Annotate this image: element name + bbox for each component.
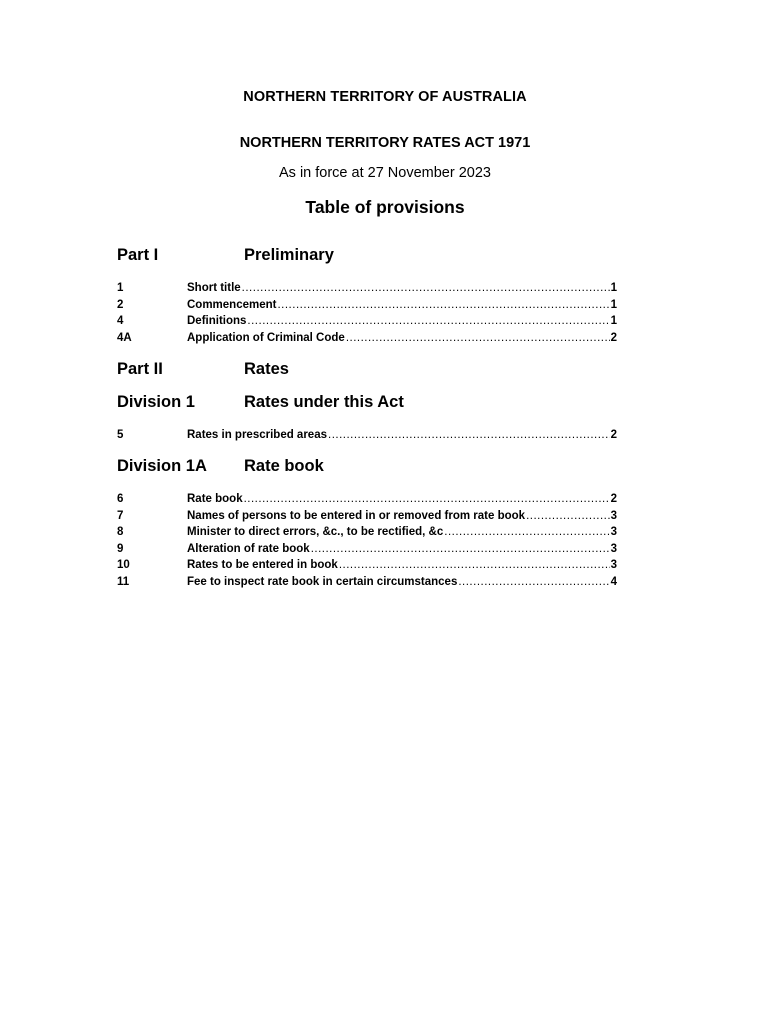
dot-leader — [311, 541, 610, 557]
dot-leader — [526, 508, 610, 524]
division-heading-rates-under-act — [117, 393, 627, 415]
page-number: 3 — [610, 559, 617, 571]
part-heading-rates — [117, 360, 627, 382]
part-heading-preliminary — [117, 246, 627, 268]
section-title: Minister to direct errors, &c., to be rectified, &c — [187, 526, 444, 538]
page-number: 1 — [610, 298, 617, 311]
dot-leader — [244, 491, 610, 507]
section-number: 8 — [117, 526, 124, 538]
division-number: Division 1 — [117, 393, 195, 411]
section-title: Short title — [187, 282, 241, 294]
dot-leader — [277, 297, 609, 313]
section-number: 1 — [117, 282, 124, 294]
section-title: Rate book — [187, 493, 243, 505]
toc-entry[interactable] — [117, 491, 617, 508]
section-number: 5 — [117, 429, 124, 441]
section-title: Rates in prescribed areas — [187, 429, 327, 441]
division-number: Division 1A — [117, 457, 207, 475]
act-title: NORTHERN TERRITORY RATES ACT 1971 — [239, 135, 531, 151]
section-title: Names of persons to be entered in or removed from rate book — [187, 509, 526, 522]
dot-leader — [444, 524, 609, 540]
section-number: 11 — [117, 575, 130, 588]
dot-leader — [247, 313, 609, 329]
section-title: Fee to inspect rate book in certain circumstances — [187, 575, 458, 588]
toc-entry[interactable] — [117, 330, 617, 347]
part-number: Part I — [117, 246, 159, 264]
page-number: 2 — [610, 429, 617, 441]
dot-leader — [328, 427, 610, 443]
toc-entry[interactable] — [117, 541, 617, 558]
toc-entry[interactable] — [117, 508, 617, 525]
section-number: 6 — [117, 493, 124, 505]
section-number: 4A — [117, 331, 132, 344]
section-number: 2 — [117, 298, 124, 311]
jurisdiction-heading: NORTHERN TERRITORY OF AUSTRALIA — [243, 89, 527, 105]
toc-entry[interactable] — [117, 524, 617, 541]
section-title: Application of Criminal Code — [187, 331, 345, 344]
section-number: 9 — [117, 542, 124, 555]
section-title: Commencement — [187, 298, 277, 311]
toc-list-division1 — [117, 427, 617, 444]
page-number: 2 — [610, 493, 617, 505]
division-heading-rate-book — [117, 457, 627, 479]
page-number: 3 — [610, 542, 617, 555]
section-title: Rates to be entered in book — [187, 559, 338, 571]
division-title: Rate book — [244, 457, 324, 475]
section-title: Alteration of rate book — [187, 542, 310, 555]
toc-entry[interactable] — [117, 427, 617, 444]
part-number: Part II — [117, 360, 163, 378]
toc-entry[interactable] — [117, 557, 617, 574]
section-title: Definitions — [187, 315, 247, 327]
part-title: Rates — [244, 360, 289, 378]
toc-entry[interactable] — [117, 313, 617, 330]
toc-entry[interactable] — [117, 574, 617, 591]
toc-entry[interactable] — [117, 280, 617, 297]
in-force-date: As in force at 27 November 2023 — [279, 165, 491, 181]
page-number: 2 — [610, 331, 617, 344]
division-title: Rates under this Act — [244, 393, 404, 411]
section-number: 4 — [117, 315, 124, 327]
toc-entry[interactable] — [117, 297, 617, 314]
page-number: 3 — [610, 509, 617, 522]
page-number: 1 — [610, 315, 617, 327]
dot-leader — [346, 330, 610, 346]
section-number: 7 — [117, 509, 124, 522]
toc-heading: Table of provisions — [305, 197, 465, 217]
toc-list-division1a — [117, 491, 617, 590]
toc-list-part1 — [117, 280, 617, 346]
page-number: 1 — [610, 282, 617, 294]
page-number: 4 — [610, 575, 617, 588]
section-number: 10 — [117, 559, 130, 571]
dot-leader — [339, 557, 610, 573]
page-number: 3 — [610, 526, 617, 538]
dot-leader — [458, 574, 609, 590]
dot-leader — [242, 280, 610, 296]
part-title: Preliminary — [244, 246, 334, 264]
